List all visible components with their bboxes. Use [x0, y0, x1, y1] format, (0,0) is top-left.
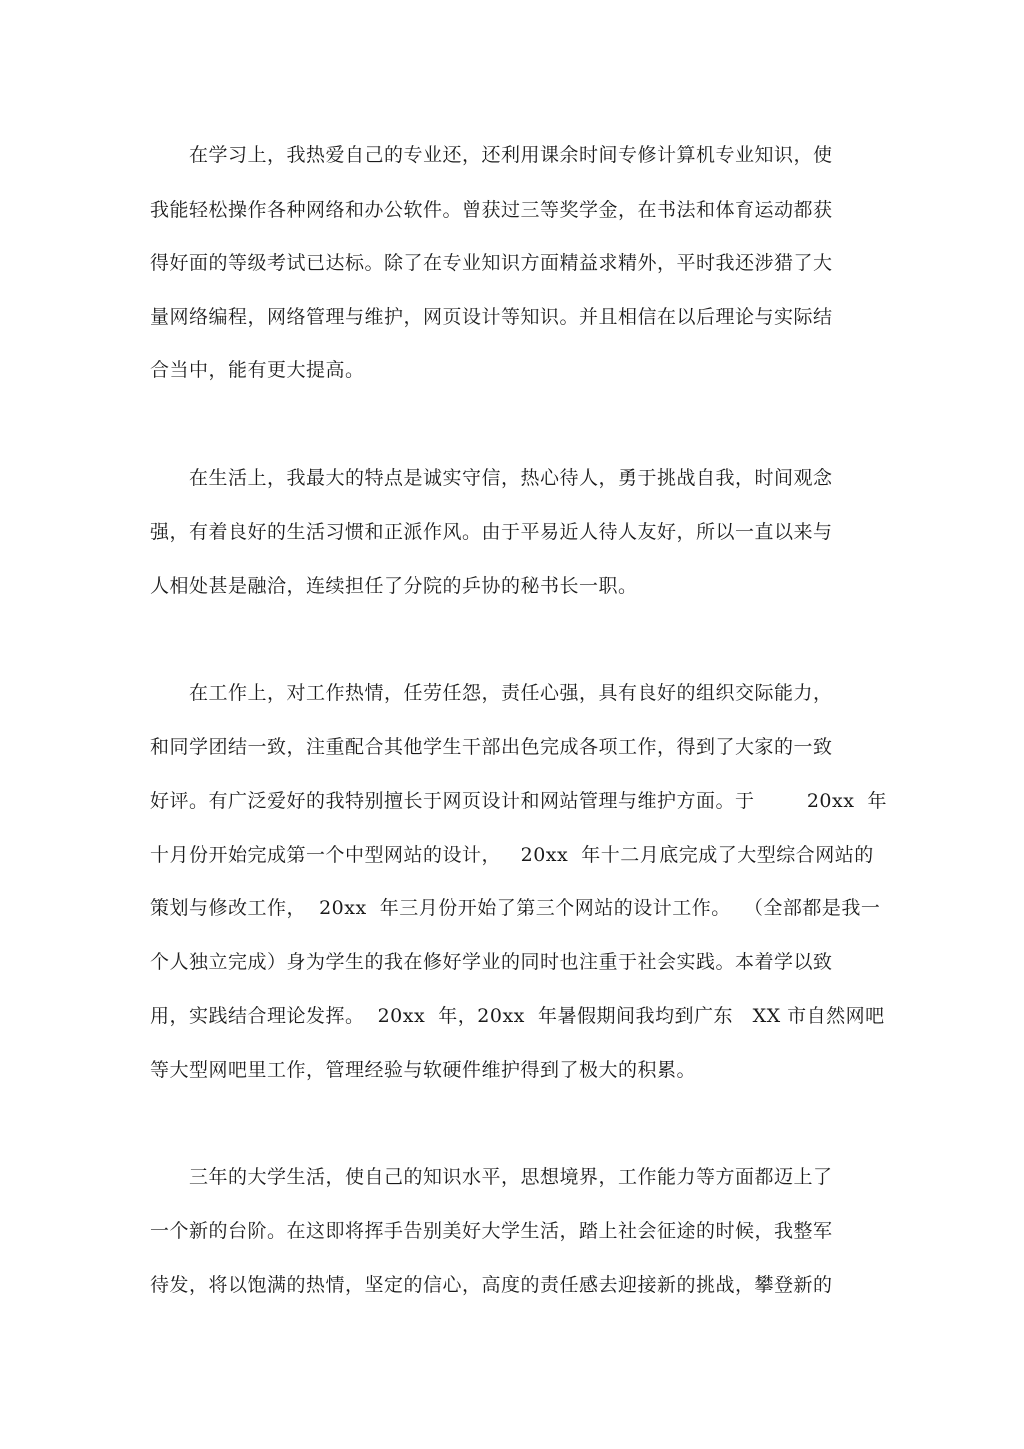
paragraph-study-line-3: 得好面的等级考试已达标。除了在专业知识方面精益求精外，平时我还涉猎了大: [150, 252, 833, 274]
paragraph-life-line-2: 强，有着良好的生活习惯和正派作风。由于平易近人待人友好，所以一直以来与: [150, 521, 833, 543]
paragraph-study-line-2: 我能轻松操作各种网络和办公软件。曾获过三等奖学金，在书法和体育运动都获: [150, 199, 833, 221]
paragraph-work-line-5: 策划与修改工作， 20xx 年三月份开始了第三个网站的设计工作。 （全部都是我一: [150, 897, 881, 919]
paragraph-study-line-5: 合当中，能有更大提高。: [150, 359, 365, 381]
paragraph-work-line-6: 个人独立完成）身为学生的我在修好学业的同时也注重于社会实践。本着学以致: [150, 951, 833, 973]
paragraph-life-line-3: 人相处甚是融洽，连续担任了分院的乒协的秘书长一职。: [150, 575, 638, 597]
paragraph-work-line-1: 在工作上，对工作热情，任劳任怨，责任心强，具有良好的组织交际能力，: [150, 682, 833, 704]
paragraph-work-line-4: 十月份开始完成第一个中型网站的设计， 20xx 年十二月底完成了大型综合网站的: [150, 844, 874, 866]
paragraph-summary-line-2: 一个新的台阶。在这即将挥手告别美好大学生活，踏上社会征途的时候，我整军: [150, 1220, 833, 1242]
paragraph-work-line-3: 好评。有广泛爱好的我特别擅长于网页设计和网站管理与维护方面。于 20xx 年: [150, 790, 888, 812]
paragraph-study-line-1: 在学习上，我热爱自己的专业还，还利用课余时间专修计算机专业知识，使: [150, 144, 833, 166]
paragraph-work-line-2: 和同学团结一致，注重配合其他学生干部出色完成各项工作，得到了大家的一致: [150, 736, 833, 758]
paragraph-life-line-1: 在生活上，我最大的特点是诚实守信，热心待人，勇于挑战自我，时间观念: [150, 467, 833, 489]
paragraph-work-line-7: 用，实践结合理论发挥。 20xx 年，20xx 年暑假期间我均到广东 XX 市自然网吧: [150, 1005, 885, 1027]
paragraph-work-line-8: 等大型网吧里工作，管理经验与软硬件维护得到了极大的积累。: [150, 1059, 697, 1081]
paragraph-summary-line-1: 三年的大学生活，使自己的知识水平，思想境界，工作能力等方面都迈上了: [150, 1166, 833, 1188]
paragraph-summary-line-3: 待发，将以饱满的热情，坚定的信心，高度的责任感去迎接新的挑战，攀登新的: [150, 1274, 833, 1296]
paragraph-study-line-4: 量网络编程，网络管理与维护，网页设计等知识。并且相信在以后理论与实际结: [150, 306, 833, 328]
